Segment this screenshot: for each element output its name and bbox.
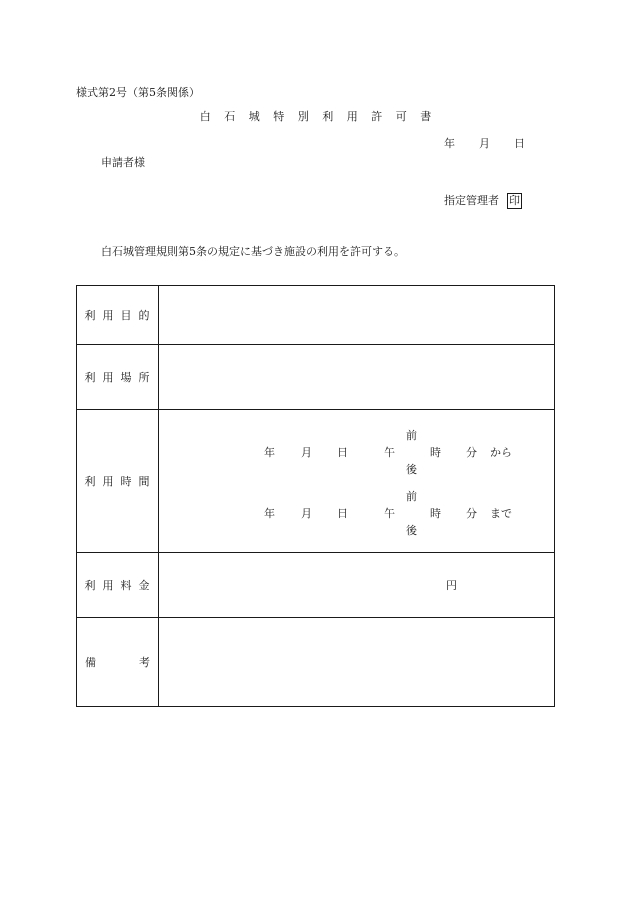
- end-suffix: まで: [490, 507, 512, 520]
- place-field: [159, 345, 555, 410]
- issue-date: [444, 138, 525, 149]
- end-pm: 後: [406, 524, 417, 537]
- end-year: 年: [264, 507, 275, 520]
- table-row-fee: [77, 553, 555, 618]
- permit-statement: 白石城管理規則第5条の規定に基づき施設の利用を許可する。: [101, 245, 405, 258]
- end-am: 前: [406, 490, 417, 503]
- start-day: 日: [337, 446, 348, 459]
- time-field: [159, 410, 555, 553]
- purpose-label: 利用目的: [77, 286, 159, 345]
- document-title: 白 石 城 特 別 利 用 許 可 書: [199, 110, 437, 123]
- table-row-remarks: [77, 618, 555, 707]
- table-row-purpose: [77, 286, 555, 345]
- date-day-label: 日: [514, 137, 525, 150]
- place-label: 利用場所: [77, 345, 159, 410]
- seal-stamp: 印: [509, 194, 520, 207]
- fee-label: 利用料金: [77, 553, 159, 618]
- start-hour: 時: [430, 446, 441, 459]
- addressee: 申請者様: [101, 156, 145, 169]
- end-hour: 時: [430, 507, 441, 520]
- remarks-field: [159, 618, 555, 707]
- start-minute: 分: [466, 446, 477, 459]
- time-field-content: [159, 410, 554, 552]
- fee-field-content: [159, 553, 554, 617]
- end-month: 月: [301, 507, 312, 520]
- form-reference: 様式第2号（第5条関係）: [76, 86, 200, 99]
- table-row-time: [77, 410, 555, 553]
- start-pm: 後: [406, 463, 417, 476]
- time-label: 利用時間: [77, 410, 159, 553]
- end-day: 日: [337, 507, 348, 520]
- remarks-label-left: 備: [85, 656, 96, 669]
- end-noon: 午: [384, 507, 395, 520]
- purpose-field: [159, 286, 555, 345]
- issuer-label: 指定管理者: [444, 194, 499, 207]
- permit-table: [76, 285, 555, 707]
- date-year-label: 年: [444, 137, 455, 150]
- fee-unit: 円: [446, 579, 457, 592]
- issuer-line: [444, 193, 522, 209]
- start-noon: 午: [384, 446, 395, 459]
- end-minute: 分: [466, 507, 477, 520]
- start-suffix: から: [490, 446, 512, 459]
- remarks-label: [77, 618, 159, 707]
- start-am: 前: [406, 429, 417, 442]
- date-month-label: 月: [479, 137, 490, 150]
- remarks-label-right: 考: [139, 656, 150, 669]
- table-row-place: [77, 345, 555, 410]
- start-month: 月: [301, 446, 312, 459]
- fee-field: [159, 553, 555, 618]
- start-year: 年: [264, 446, 275, 459]
